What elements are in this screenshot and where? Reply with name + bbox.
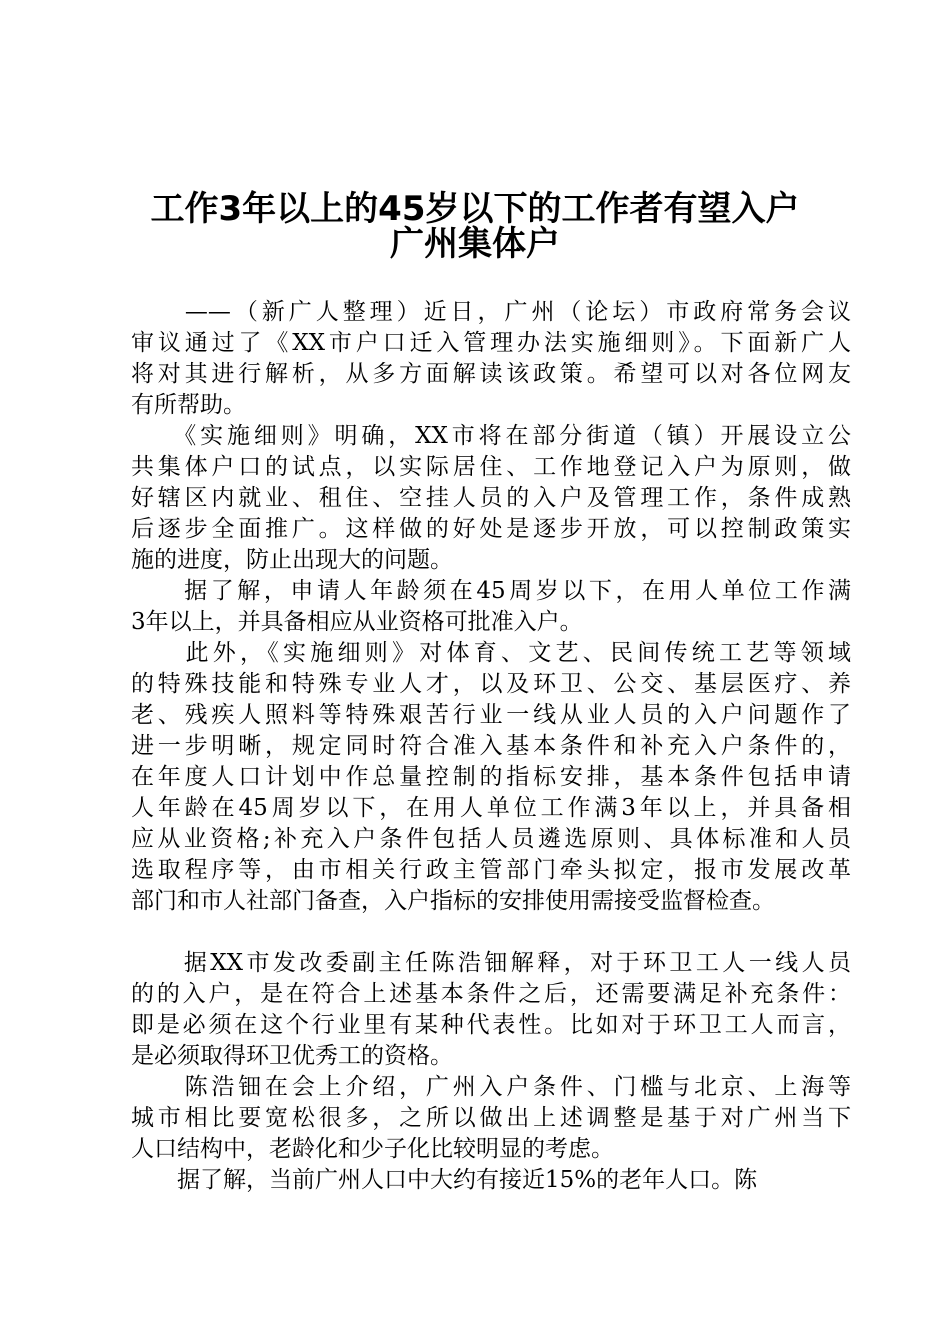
paragraph-line: 部门和市人社部门备查，入户指标的安排使用需接受监督检查。	[131, 888, 775, 914]
paragraph-line: 城市相比要宽松很多，之所以做出上述调整是基于对广州当下	[131, 1105, 851, 1131]
paragraph-line: 好辖区内就业、租住、空挂人员的入户及管理工作，条件成熟	[131, 485, 851, 511]
paragraph-line: 是必须取得环卫优秀工的资格。	[131, 1043, 453, 1069]
document-body	[131, 297, 851, 1196]
paragraph	[131, 576, 851, 638]
paragraph-line: 老、残疾人照料等特殊艰苦行业一线从业人员的入户问题作了	[131, 702, 851, 728]
paragraph-line: 人口结构中，老龄化和少子化比较明显的考虑。	[131, 1136, 614, 1162]
paragraph-line: 后逐步全面推广。这样做的好处是逐步开放，可以控制政策实	[131, 516, 851, 542]
paragraph-line: 即是必须在这个行业里有某种代表性。比如对于环卫工人而言，	[131, 1012, 851, 1038]
paragraph	[131, 421, 851, 576]
paragraph	[131, 638, 851, 917]
paragraph	[131, 1165, 851, 1196]
paragraph-line: 有所帮助。	[131, 392, 246, 418]
paragraph-line: 选取程序等，由市相关行政主管部门牵头拟定，报市发展改革	[131, 857, 851, 883]
paragraph-line: 将对其进行解析，从多方面解读该政策。希望可以对各位网友	[131, 361, 851, 387]
paragraph	[131, 1072, 851, 1165]
paragraph-line: 施的进度，防止出现大的问题。	[131, 547, 453, 573]
paragraph	[131, 948, 851, 1072]
paragraph-line: 的特殊技能和特殊专业人才，以及环卫、公交、基层医疗、养	[131, 671, 851, 697]
paragraph-line: 的的入户，是在符合上述基本条件之后，还需要满足补充条件：	[131, 981, 851, 1007]
document-title-line-1: 工作3年以上的45岁以下的工作者有望入户	[150, 189, 800, 229]
paragraph-line: 人年龄在45周岁以下，在用人单位工作满3年以上，并具备相	[131, 795, 851, 821]
document-title-line-2: 广州集体户	[390, 224, 560, 264]
paragraph-line: 3年以上，并具备相应从业资格可批准入户。	[131, 609, 583, 635]
paragraph-line: 据XX市发改委副主任陈浩钿解释，对于环卫工人一线人员	[131, 950, 851, 976]
paragraph-line: 应从业资格;补充入户条件包括人员遴选原则、具体标准和人员	[131, 826, 851, 852]
paragraph-line: 此外，《实施细则》对体育、文艺、民间传统工艺等领域	[131, 640, 851, 666]
paragraph-gap	[131, 917, 851, 948]
paragraph-line: 据了解，当前广州人口中大约有接近15%的老年人口。陈	[131, 1167, 758, 1193]
paragraph-line: 审议通过了《XX市户口迁入管理办法实施细则》。下面新广人	[131, 330, 851, 356]
paragraph-line: 进一步明晰，规定同时符合准入基本条件和补充入户条件的，	[131, 733, 851, 759]
paragraph-line: ——（新广人整理）近日，广州（论坛）市政府常务会议	[131, 299, 851, 325]
paragraph-line: 共集体户口的试点，以实际居住、工作地登记入户为原则，做	[131, 454, 851, 480]
paragraph-line: 陈浩钿在会上介绍，广州入户条件、门槛与北京、上海等	[131, 1074, 851, 1100]
paragraph-line: 《实施细则》明确，XX市将在部分街道（镇）开展设立公	[131, 423, 851, 449]
paragraph	[131, 297, 851, 421]
paragraph-line: 在年度人口计划中作总量控制的指标安排，基本条件包括申请	[131, 764, 851, 790]
paragraph-line: 据了解，申请人年龄须在45周岁以下，在用人单位工作满	[131, 578, 851, 604]
